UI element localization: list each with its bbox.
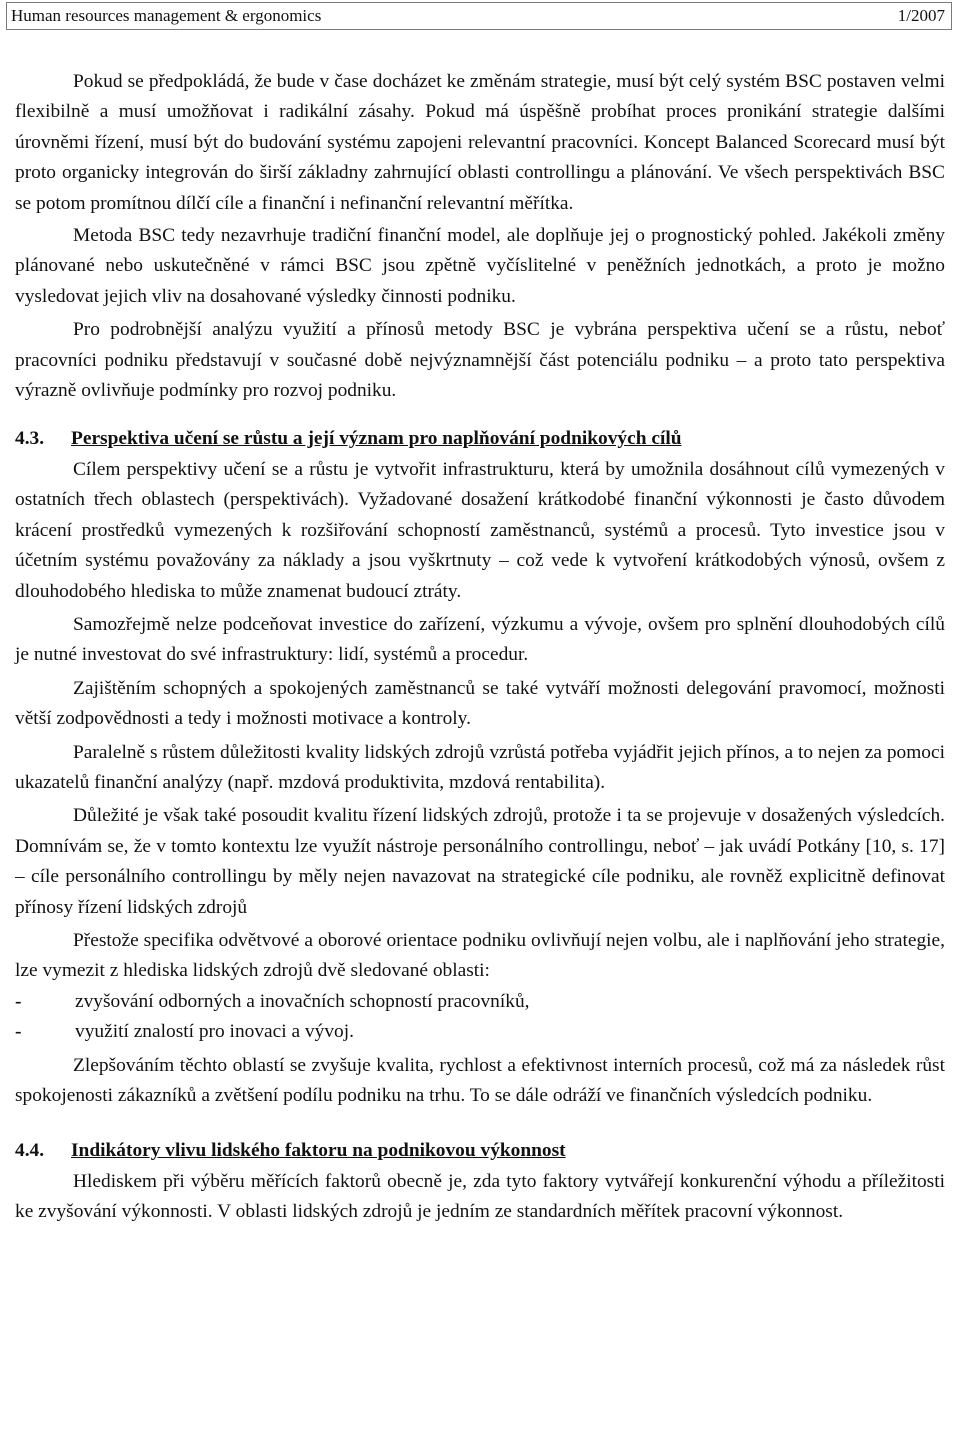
section-number: 4.4. (15, 1140, 45, 1162)
section-number: 4.3. (15, 428, 45, 450)
paragraph: Zajištěním schopných a spokojených zaměstnanců se také vytváří možnosti delegování pravomocí, možnosti větší zodpovědnosti a tedy i možnosti motivace a kontroly. (15, 677, 945, 730)
section-title: Indikátory vlivu lidského faktoru na podnikovou výkonnost (71, 1140, 566, 1162)
paragraph: Samozřejmě nelze podceňovat investice do zařízení, výzkumu a vývoje, ovšem pro splnění dlouhodobých cílů je nutné investovat do své infrastruktury: lidí, systémů a procedur. (15, 613, 945, 666)
paragraph: Metoda BSC tedy nezavrhuje tradiční finanční model, ale doplňuje jej o prognostický pohled. Jakékoli změny plánované nebo uskutečněné v rámci BSC jsou zpětně vyčíslitelné v peněžních jednotkách, a proto je možno vysledovat jejich vliv na dosahované výsledky činnosti podniku. (15, 225, 945, 307)
section-title: Perspektiva učení se růstu a její význam pro naplňování podnikových cílů (71, 428, 682, 450)
paragraph: Důležité je však také posoudit kvalitu řízení lidských zdrojů, protože i ta se projevuje v dosažených výsledcích. Domnívám se, že v tomto kontextu lze využít nástroje personálního controllingu, neboť – jak uvádí Potkány [10, s. 17] – cíle personálního controllingu by měly nejen navazovat na strategické cíle podniku, ale rovněž explicitně definovat přínosy řízení lidských zdrojů (15, 805, 945, 918)
list-item (15, 987, 945, 1017)
section-heading-4-4 (15, 1136, 945, 1166)
paragraph: Paralelně s růstem důležitosti kvality lidských zdrojů vzrůstá potřeba vyjádřit jejich přínos, a to nejen za pomoci ukazatelů finanční analýzy (např. mzdová produktivita, mzdová rentabilita). (15, 741, 945, 793)
paragraph: Cílem perspektivy učení se a růstu je vytvořit infrastrukturu, která by umožnila dosáhnout cílů vymezených v ostatních třech oblastech (perspektivách). Vyžadované dosažení krátkodobé finanční výkonnosti je často důvodem krácení prostředků vymezených k rozšiřování schopností zaměstnanců, systémů a procesů. Tyto investice jsou v účetním systému považovány za náklady a jsou vyškrtnuty – což vede k vytvoření krátkodobých výnosů, ovšem z dlouhodobého hlediska to může znamenat budoucí ztráty. (15, 458, 945, 602)
journal-title: Human resources management & ergonomics (11, 6, 322, 25)
list-dash: - (15, 990, 22, 1012)
running-header (6, 2, 952, 30)
list-item-text: zvyšování odborných a inovačních schopností pracovníků, (75, 990, 530, 1012)
list-item-text: využití znalostí pro inovaci a vývoj. (75, 1021, 354, 1043)
issue-number: 1/2007 (897, 6, 945, 25)
list-dash: - (15, 1021, 22, 1043)
list-item (15, 1017, 945, 1047)
paragraph: Přestože specifika odvětvové a oborové orientace podniku ovlivňují nejen volbu, ale i naplňování jeho strategie, lze vymezit z hlediska lidských zdrojů dvě sledované oblasti: (15, 929, 945, 982)
section-heading-4-3 (15, 424, 945, 454)
article-body (15, 67, 945, 1228)
paragraph: Hlediskem při výběru měřících faktorů obecně je, zda tyto faktory vytvářejí konkurenční výhodu a příležitosti ke zvyšování výkonnosti. V oblasti lidských zdrojů je jedním ze standardních měřítek pracovní výkonnost. (15, 1170, 945, 1223)
paragraph: Pro podrobnější analýzu využití a přínosů metody BSC je vybrána perspektiva učení se a růstu, neboť pracovníci podniku představují v současné době nejvýznamnější část potenciálu podniku – a proto tato perspektiva výrazně ovlivňuje podmínky pro rozvoj podniku. (15, 319, 945, 402)
paragraph: Pokud se předpokládá, že bude v čase docházet ke změnám strategie, musí být celý systém BSC postaven velmi flexibilně a musí umožňovat i radikální zásahy. Pokud má úspěšně probíhat proces pronikání strategie dalšími úrovněmi řízení, musí být do budování systému zapojeni relevantní pracovníci. Koncept Balanced Scorecard musí být proto organicky integrován do širší základny zahrnující oblasti controllingu a plánování. Ve všech perspektivách BSC se potom promítnou dílčí cíle a finanční i nefinanční relevantní měřítka. (15, 71, 945, 214)
paragraph: Zlepšováním těchto oblastí se zvyšuje kvalita, rychlost a efektivnost interních procesů, což má za následek růst spokojenosti zákazníků a zvětšení podílu podniku na trhu. To se dále odráží ve finančních výsledcích podniku. (15, 1054, 945, 1106)
